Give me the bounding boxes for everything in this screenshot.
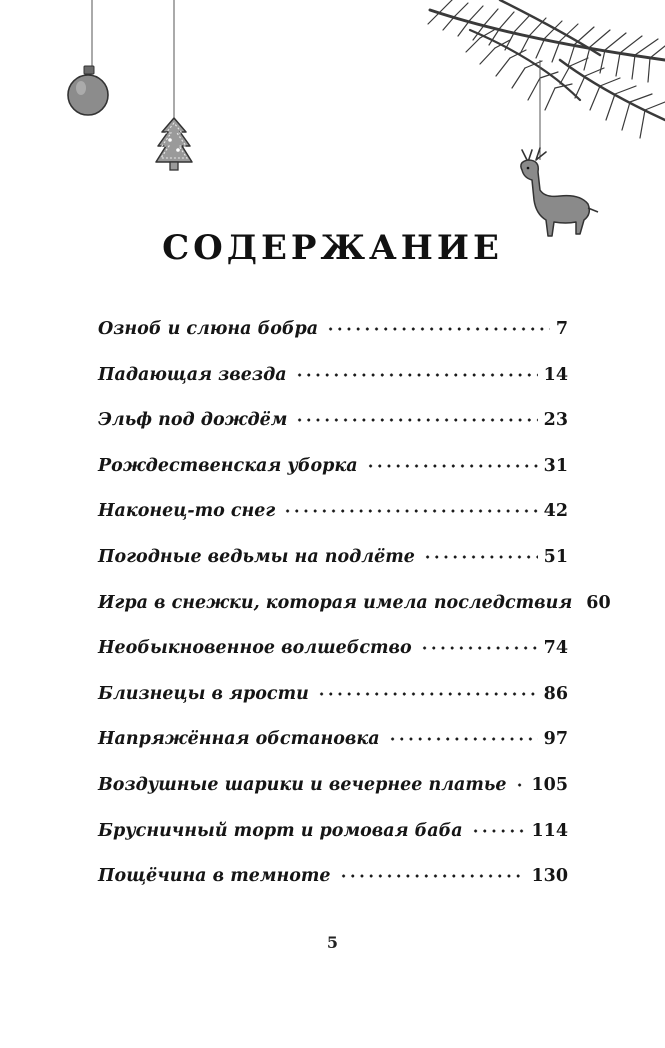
table-of-contents xyxy=(98,319,611,912)
dot-leader xyxy=(420,646,538,650)
christmas-illustration xyxy=(0,0,665,245)
dot-leader xyxy=(295,373,538,377)
toc-entry-page: 86 xyxy=(543,683,568,704)
toc-entry-title: Рождественская уборка xyxy=(98,455,358,476)
toc-entry-title: Погодные ведьмы на подлёте xyxy=(98,546,415,567)
toc-entry-page: 31 xyxy=(543,455,568,476)
dot-leader xyxy=(388,737,538,741)
toc-entry xyxy=(98,547,568,593)
fir-branch-icon xyxy=(428,0,665,138)
toc-entry-title: Воздушные шарики и вечернее платье xyxy=(98,774,507,795)
page-number: 5 xyxy=(326,933,339,952)
toc-entry-page: 14 xyxy=(543,364,568,385)
toc-entry xyxy=(98,456,568,502)
gingerbread-tree-ornament-icon xyxy=(156,0,192,170)
toc-entry xyxy=(98,775,568,821)
toc-entry-title: Напряжённая обстановка xyxy=(98,729,380,750)
toc-entry-page: 23 xyxy=(543,410,568,431)
dot-leader xyxy=(423,555,538,559)
toc-entry-title: Игра в снежки, которая имела последствия xyxy=(98,592,573,613)
dot-leader xyxy=(317,692,538,696)
toc-entry-title: Падающая звезда xyxy=(98,364,287,385)
toc-entry-page: 114 xyxy=(531,820,568,841)
toc-entry-page: 51 xyxy=(543,546,568,567)
dot-leader xyxy=(366,464,538,468)
toc-entry xyxy=(98,684,568,730)
toc-entry xyxy=(98,501,568,547)
dot-leader xyxy=(326,327,550,331)
toc-entry-title: Брусничный торт и ромовая баба xyxy=(98,820,463,841)
toc-entry-title: Озноб и слюна бобра xyxy=(98,319,319,339)
dot-leader xyxy=(515,783,526,787)
toc-entry xyxy=(98,866,568,912)
toc-entry xyxy=(98,319,568,365)
toc-entry-title: Необыкновенное волшебство xyxy=(98,638,412,659)
toc-entry-title: Наконец-то снег xyxy=(98,501,276,522)
dot-leader xyxy=(283,509,537,513)
toc-entry-page: 74 xyxy=(543,638,568,659)
toc-entry xyxy=(98,410,568,456)
toc-entry xyxy=(98,365,568,411)
toc-entry-page: 7 xyxy=(555,319,568,339)
toc-entry xyxy=(98,821,568,867)
toc-entry xyxy=(98,729,568,775)
page-title: СОДЕРЖАНИЕ xyxy=(162,228,503,268)
toc-entry-page: 42 xyxy=(543,501,568,522)
dot-leader xyxy=(471,829,526,833)
dot-leader xyxy=(339,874,526,878)
toc-entry-title: Эльф под дождём xyxy=(98,410,288,431)
toc-entry-page: 97 xyxy=(543,729,568,750)
toc-entry-page: 105 xyxy=(531,774,568,795)
toc-entry-page: 60 xyxy=(586,592,611,613)
dot-leader xyxy=(295,418,537,422)
toc-entry-title: Пощёчина в темноте xyxy=(98,866,331,887)
toc-entry xyxy=(98,592,611,639)
toc-entry xyxy=(98,638,568,684)
ornament-ball-icon xyxy=(68,0,108,115)
toc-entry-page: 130 xyxy=(531,866,568,887)
toc-entry-title: Близнецы в ярости xyxy=(98,683,309,704)
